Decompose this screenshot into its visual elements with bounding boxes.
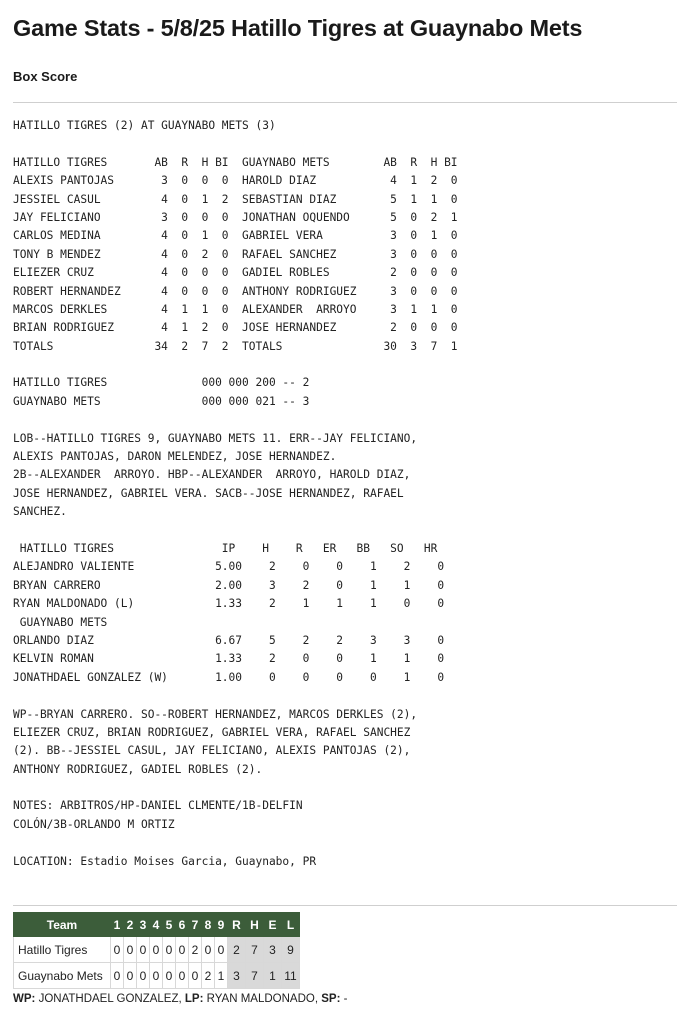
box-score-line: BRIAN RODRIGUEZ 4 1 2 0 JOSE HERNANDEZ 2 0 0 0 (13, 321, 458, 335)
box-score-line: COLÓN/3B-ORLANDO M ORTIZ (13, 817, 175, 831)
box-score-line: ELIEZER CRUZ, BRIAN RODRIGUEZ, GABRIEL VERA, RAFAEL SANCHEZ (13, 725, 411, 739)
page-title: Game Stats - 5/8/25 Hatillo Tigres at Guaynabo Mets (13, 15, 583, 41)
inning-header: 4 (150, 913, 163, 937)
inning-header: 1 (111, 913, 124, 937)
box-score-line: LOB--HATILLO TIGRES 9, GUAYNABO METS 11. ERR--JAY FELICIANO, (13, 431, 418, 445)
box-score-line: (2). BB--JESSIEL CASUL, JAY FELICIANO, ALEXIS PANTOJAS (2), (13, 744, 411, 758)
box-score-line: JONATHDAEL GONZALEZ (W) 1.00 0 0 0 0 1 0 (13, 670, 445, 684)
box-score-line: JOSE HERNANDEZ, GABRIEL VERA. SACB--JOSE HERNANDEZ, RAFAEL (13, 486, 404, 500)
box-score-line: NOTES: ARBITROS/HP-DANIEL CLMENTE/1B-DELFIN (13, 799, 303, 813)
linescore-team-name: Guaynabo Mets (14, 963, 111, 989)
divider-top (13, 102, 677, 103)
box-score-line: ALEXIS PANTOJAS, DARON MELENDEZ, JOSE HERNANDEZ. (13, 450, 337, 464)
pitcher-decisions (13, 993, 347, 1005)
wp-value: JONATHDAEL GONZALEZ, (38, 993, 182, 1005)
total-value: 7 (246, 937, 264, 963)
total-value: 1 (264, 963, 282, 989)
divider-bottom (13, 905, 677, 906)
inning-runs: 0 (176, 937, 189, 963)
box-score-line: HATILLO TIGRES (2) AT GUAYNABO METS (3) (13, 119, 276, 132)
inning-header: 9 (215, 913, 228, 937)
box-score-line (13, 135, 458, 153)
box-score-line: MARCOS DERKLES 4 1 1 0 ALEXANDER ARROYO 3 1 1 0 (13, 302, 458, 316)
box-score-line: JAY FELICIANO 3 0 0 0 JONATHAN OQUENDO 5 0 2 1 (13, 210, 458, 224)
box-score-line: CARLOS MEDINA 4 0 1 0 GABRIEL VERA 3 0 1 0 (13, 229, 458, 243)
total-header: H (246, 913, 264, 937)
inning-runs: 0 (163, 963, 176, 989)
inning-runs: 0 (176, 963, 189, 989)
box-score-line: ANTHONY RODRIGUEZ, GADIEL ROBLES (2). (13, 762, 263, 776)
inning-runs: 2 (189, 937, 202, 963)
box-score-line: KELVIN ROMAN 1.33 2 0 0 1 1 0 (13, 652, 445, 666)
box-score-line: SANCHEZ. (13, 505, 67, 519)
linescore-row (14, 963, 300, 989)
sp-value: - (343, 993, 348, 1005)
total-value: 9 (282, 937, 300, 963)
inning-runs: 0 (124, 963, 137, 989)
inning-runs: 1 (215, 963, 228, 989)
inning-runs: 0 (124, 937, 137, 963)
box-score-line: LOCATION: Estadio Moises Garcia, Guaynabo, PR (13, 854, 317, 868)
box-score-line: ELIEZER CRUZ 4 0 0 0 GADIEL ROBLES 2 0 0 0 (13, 266, 458, 280)
inning-header: 6 (176, 913, 189, 937)
box-score-text (13, 117, 458, 871)
total-header: E (264, 913, 282, 937)
inning-runs: 0 (202, 937, 215, 963)
box-score-line (13, 687, 458, 705)
total-header: R (228, 913, 246, 937)
inning-header: 8 (202, 913, 215, 937)
total-value: 7 (246, 963, 264, 989)
inning-runs: 0 (137, 963, 150, 989)
box-score-line (13, 834, 458, 852)
linescore-row (14, 937, 300, 963)
box-score-line: TONY B MENDEZ 4 0 2 0 RAFAEL SANCHEZ 3 0 0 0 (13, 247, 458, 261)
inning-runs: 2 (202, 963, 215, 989)
lp-value: RYAN MALDONADO, (206, 993, 319, 1005)
box-score-line: HATILLO TIGRES IP H R ER BB SO HR (13, 541, 438, 555)
box-score-line: TOTALS 34 2 7 2 TOTALS 30 3 7 1 (13, 339, 458, 353)
inning-runs: 0 (137, 937, 150, 963)
linescore-header-row (14, 913, 300, 937)
total-value: 2 (228, 937, 246, 963)
linescore-team-header: Team (14, 913, 111, 937)
inning-runs: 0 (150, 963, 163, 989)
linescore-team-name: Hatillo Tigres (14, 937, 111, 963)
box-score-line (13, 779, 458, 797)
box-score-line: GUAYNABO METS 000 000 021 -- 3 (13, 394, 310, 408)
inning-runs: 0 (150, 937, 163, 963)
box-score-line: ALEJANDRO VALIENTE 5.00 2 0 0 1 2 0 (13, 560, 445, 574)
box-score-line (13, 356, 458, 374)
inning-header: 2 (124, 913, 137, 937)
box-score-line: WP--BRYAN CARRERO. SO--ROBERT HERNANDEZ, MARCOS DERKLES (2), (13, 707, 418, 721)
total-value: 3 (264, 937, 282, 963)
box-score-line: ALEXIS PANTOJAS 3 0 0 0 HAROLD DIAZ 4 1 2 0 (13, 174, 458, 188)
inning-header: 5 (163, 913, 176, 937)
box-score-line: HATILLO TIGRES AB R H BI GUAYNABO METS AB R H BI (13, 155, 458, 169)
box-score-line: GUAYNABO METS (13, 615, 108, 629)
sp-label: SP: (321, 993, 341, 1005)
box-score-line: 2B--ALEXANDER ARROYO. HBP--ALEXANDER ARROYO, HAROLD DIAZ, (13, 468, 411, 482)
inning-runs: 0 (163, 937, 176, 963)
total-header: L (282, 913, 300, 937)
inning-runs: 0 (111, 963, 124, 989)
box-score-line: BRYAN CARRERO 2.00 3 2 0 1 1 0 (13, 578, 445, 592)
box-score-line (13, 522, 458, 540)
total-value: 3 (228, 963, 246, 989)
lp-label: LP: (184, 993, 204, 1005)
wp-label: WP: (13, 993, 36, 1005)
box-score-line (13, 411, 458, 429)
inning-header: 3 (137, 913, 150, 937)
box-score-line: ROBERT HERNANDEZ 4 0 0 0 ANTHONY RODRIGUEZ 3 0 0 0 (13, 284, 458, 298)
inning-runs: 0 (111, 937, 124, 963)
linescore-table (13, 912, 300, 989)
section-title: Box Score (13, 69, 78, 84)
inning-runs: 0 (189, 963, 202, 989)
total-value: 11 (282, 963, 300, 989)
inning-runs: 0 (215, 937, 228, 963)
box-score-line: HATILLO TIGRES 000 000 200 -- 2 (13, 376, 310, 390)
box-score-line: RYAN MALDONADO (L) 1.33 2 1 1 1 0 0 (13, 597, 445, 611)
box-score-line: ORLANDO DIAZ 6.67 5 2 2 3 3 0 (13, 633, 445, 647)
box-score-line: JESSIEL CASUL 4 0 1 2 SEBASTIAN DIAZ 5 1 1 0 (13, 192, 458, 206)
inning-header: 7 (189, 913, 202, 937)
